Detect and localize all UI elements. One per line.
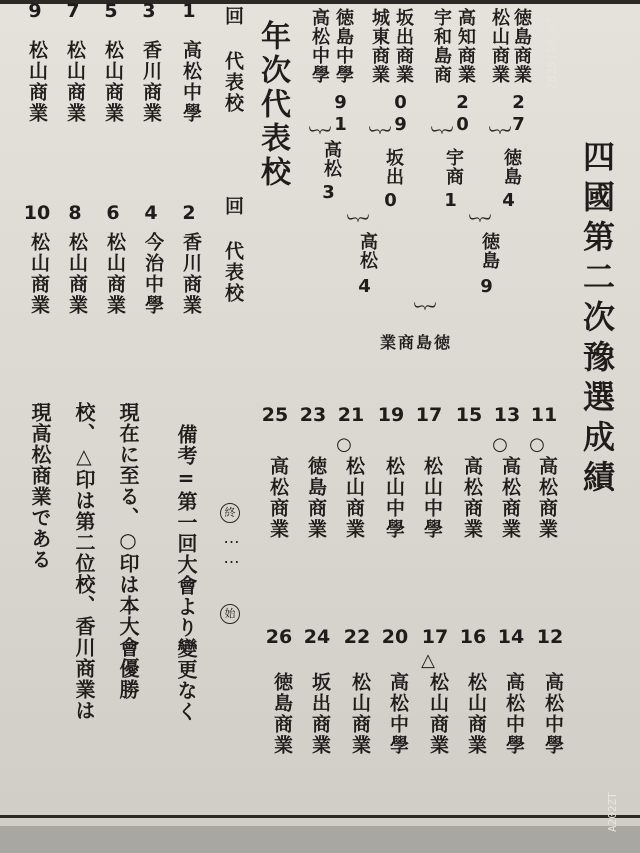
- school-name: 香川商業: [180, 232, 202, 316]
- bottom-rule: [0, 815, 640, 818]
- winner-mark: ○: [336, 434, 352, 455]
- bracket-r1-score-5: 09: [390, 92, 411, 136]
- round-number: 23: [299, 404, 327, 426]
- photo-watermark: A202ZT: [606, 792, 619, 832]
- round-number: 8: [68, 202, 82, 224]
- table-header-odd: 回 代表校: [222, 6, 244, 114]
- bracket-r1-team-8: 高松中學: [309, 8, 330, 84]
- school-name: 高松商業: [267, 456, 289, 540]
- note-line-2: 現在に至る、○印は本大會優勝: [116, 402, 140, 700]
- school-name: 高松商業: [536, 456, 558, 540]
- round-number: 3: [142, 0, 156, 22]
- round-number: 20: [381, 626, 409, 648]
- article-title: 四國第二次豫選成績: [578, 140, 616, 500]
- note-line-4: 現高松商業である: [28, 402, 52, 570]
- bracket-final-team-1: 徳島: [479, 232, 500, 270]
- bracket-champion: 徳島商業: [380, 333, 453, 352]
- runner-up-mark: △: [421, 650, 435, 671]
- school-name: 松山商業: [465, 672, 487, 756]
- round-number: 4: [144, 202, 158, 224]
- bracket-r2-team-2: 宇商: [443, 148, 464, 186]
- note-line-3: 校、△印は第二位校、香川商業は: [72, 402, 96, 721]
- round-number: 1: [182, 0, 196, 22]
- round-number: 25: [261, 404, 289, 426]
- school-name: 徳島商業: [305, 456, 327, 540]
- round-number: 7: [66, 0, 80, 22]
- school-name: 徳島商業: [271, 672, 293, 756]
- end-mark: 終: [220, 503, 240, 523]
- round-number: 11: [530, 404, 558, 426]
- bracket-r1-score-7: 91: [330, 92, 351, 136]
- school-name: 香川商業: [140, 40, 162, 124]
- bracket-final-team-2: 高松: [357, 232, 378, 270]
- round-number: 10: [23, 202, 51, 224]
- school-name: 松山商業: [64, 40, 86, 124]
- bottom-edge: [0, 826, 640, 853]
- bracket-brace: ︸: [430, 127, 453, 152]
- school-name: 松山商業: [104, 232, 126, 316]
- separator-dots: ……: [222, 528, 241, 568]
- round-number: 21: [337, 404, 365, 426]
- bracket-r1-team-5: 坂出商業: [393, 8, 414, 84]
- bracket-brace: ︸: [413, 303, 436, 328]
- table-header-even: 回 代表校: [222, 196, 244, 304]
- note-line-1: 備考=第一回大會より變更なく: [174, 424, 198, 722]
- school-name: 松山商業: [349, 672, 371, 756]
- school-name: 坂出商業: [309, 672, 331, 756]
- school-name: 松山商業: [102, 40, 124, 124]
- round-number: 26: [265, 626, 293, 648]
- school-name: 松山商業: [427, 672, 449, 756]
- round-number: 22: [343, 626, 371, 648]
- bracket-r1-team-6: 城東商業: [369, 8, 390, 84]
- round-number: 15: [455, 404, 483, 426]
- round-number: 13: [493, 404, 521, 426]
- round-number: 14: [497, 626, 525, 648]
- bracket-r2-team-3: 坂出: [383, 148, 404, 186]
- section-heading: 年次代表校: [255, 20, 290, 190]
- bracket-brace: ︸: [468, 215, 491, 240]
- bracket-brace: ︸: [308, 127, 331, 152]
- round-number: 17: [421, 626, 449, 648]
- bracket-r2-score-3: 0: [380, 190, 401, 212]
- bracket-r2-score-2: 1: [440, 190, 461, 212]
- round-number: 16: [459, 626, 487, 648]
- start-mark: 始: [220, 604, 240, 624]
- round-number: 24: [303, 626, 331, 648]
- winner-mark: ○: [529, 434, 545, 455]
- school-name: 松山商業: [28, 232, 50, 316]
- round-number: 12: [536, 626, 564, 648]
- bracket-brace: ︸: [368, 127, 391, 152]
- bracket-r2-team-1: 徳島: [501, 148, 522, 186]
- school-name: 松山商業: [343, 456, 365, 540]
- bracket-r2-score-4: 3: [318, 182, 339, 204]
- bracket-r1-team-1: 徳島商業: [511, 8, 532, 84]
- school-name: 松山商業: [26, 40, 48, 124]
- school-name: 高松中學: [387, 672, 409, 756]
- school-name: 松山中學: [421, 456, 443, 540]
- bracket-r1-team-2: 松山商業: [489, 8, 510, 84]
- bracket-r2-team-4: 高松: [321, 140, 342, 178]
- round-number: 19: [377, 404, 405, 426]
- bracket-r1-team-3: 高知商業: [455, 8, 476, 84]
- school-name: 今治中學: [142, 232, 164, 316]
- round-number: 5: [104, 0, 118, 22]
- bracket-final-score-1: 9: [476, 276, 497, 298]
- bracket-r2-score-1: 4: [498, 190, 519, 212]
- school-name: 高松中學: [542, 672, 564, 756]
- photo-timestamp: 2025.10.07: [545, 17, 559, 90]
- bracket-brace: ︸: [488, 127, 511, 152]
- school-name: 松山商業: [66, 232, 88, 316]
- bracket-r1-team-7: 徳島中學: [333, 8, 354, 84]
- bracket-r1-score-3: 20: [452, 92, 473, 136]
- bracket-final-score-2: 4: [354, 276, 375, 298]
- bracket-brace: ︸: [346, 215, 369, 240]
- round-number: 6: [106, 202, 120, 224]
- school-name: 松山中學: [383, 456, 405, 540]
- bracket-r1-score-1: 27: [508, 92, 529, 136]
- school-name: 高松商業: [499, 456, 521, 540]
- school-name: 高松中學: [503, 672, 525, 756]
- round-number: 9: [28, 0, 42, 22]
- school-name: 高松商業: [461, 456, 483, 540]
- round-number: 2: [182, 202, 196, 224]
- school-name: 高松中學: [180, 40, 202, 124]
- winner-mark: ○: [492, 434, 508, 455]
- bracket-r1-team-4: 宇和島商: [431, 8, 452, 84]
- round-number: 17: [415, 404, 443, 426]
